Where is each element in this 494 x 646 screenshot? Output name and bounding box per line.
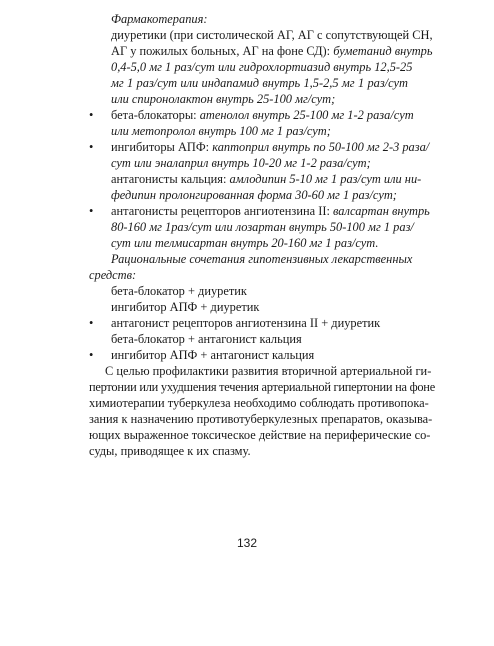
text-segment: Рациональные сочетания гипотензивных лекарственных xyxy=(111,252,413,266)
list-item-line xyxy=(111,107,414,123)
text-line xyxy=(111,219,414,235)
text-segment: бета-блокатор + диуретик xyxy=(111,284,247,298)
page-number: 132 xyxy=(236,536,258,550)
text-segment: амлодипин 5-10 мг 1 раз/сут или ни- xyxy=(229,172,422,186)
text-line xyxy=(111,91,335,107)
text-line xyxy=(111,75,408,91)
text-line xyxy=(111,123,331,139)
text-segment: буметанид внутрь xyxy=(333,44,433,58)
list-bullet: • xyxy=(89,108,94,122)
text-segment: атенолол внутрь 25-100 мг 1-2 раза/сут xyxy=(199,108,414,122)
text-segment: С целью профилактики развития вторичной артериальной ги- xyxy=(105,364,432,378)
text-line xyxy=(111,251,413,267)
text-segment: антагонисты кальция: xyxy=(111,172,230,186)
text-line xyxy=(111,59,413,75)
text-segment: суды, приводящее к их спазму. xyxy=(89,444,251,458)
list-bullet: • xyxy=(89,140,94,154)
text-segment: бета-блокатор + антагонист кальция xyxy=(111,332,302,346)
text-line xyxy=(89,267,136,283)
text-segment: химиотерапии туберкулеза необходимо соблюдать противопока- xyxy=(89,396,429,410)
text-segment: антагонист рецепторов ангиотензина II + диуретик xyxy=(111,316,381,330)
paragraph-line xyxy=(89,443,251,459)
text-segment: 0,4-5,0 мг 1 раз/сут или гидрохлортиазид внутрь 12,5-25 xyxy=(111,60,413,74)
text-segment: каптоприл внутрь по 50-100 мг 2-3 раза/ xyxy=(212,140,430,154)
text-line xyxy=(111,171,422,187)
list-item-line xyxy=(111,315,380,331)
list-bullet: • xyxy=(89,316,94,330)
text-segment: : xyxy=(326,204,333,218)
text-line xyxy=(111,155,371,171)
text-segment: ющих выраженное токсическое действие на периферические со- xyxy=(89,428,431,442)
paragraph-line xyxy=(89,411,433,427)
text-segment: зания к назначению противотуберкулезных препаратов, оказыва- xyxy=(89,412,433,426)
text-line xyxy=(111,187,397,203)
text-segment: федипин пролонгированная форма 30-60 мг 1 раз/сут; xyxy=(111,188,397,202)
text-line xyxy=(111,331,302,347)
text-segment: или метопролол внутрь 100 мг 1 раз/сут; xyxy=(111,124,331,138)
section-heading xyxy=(111,11,207,27)
text-line xyxy=(111,235,378,251)
paragraph-line xyxy=(89,427,431,443)
text-segment: пертонии или ухудшения течения артериальной гипертонии на фоне xyxy=(89,380,435,394)
list-item-line xyxy=(111,203,430,219)
text-segment: бета-блокаторы: xyxy=(111,108,200,122)
list-bullet: • xyxy=(89,348,94,362)
text-segment: валсартан внутрь xyxy=(333,204,430,218)
text-segment: II xyxy=(318,204,327,218)
text-line xyxy=(111,283,247,299)
paragraph-line xyxy=(105,363,432,379)
text-line xyxy=(111,27,433,43)
paragraph-line xyxy=(89,379,435,395)
text-segment: сут или эналаприл внутрь 10-20 мг 1-2 раза/сут; xyxy=(111,156,371,170)
text-segment: ингибитор АПФ + антагонист кальция xyxy=(111,348,315,362)
list-item-line xyxy=(111,139,430,155)
list-item-line xyxy=(111,347,314,363)
paragraph-line xyxy=(89,395,429,411)
text-segment: 80-160 мг 1раз/сут или лозартан внутрь 50-100 мг 1 раз/ xyxy=(111,220,414,234)
text-segment: мг 1 раз/сут или индапамид внутрь 1,5-2,5 мг 1 раз/сут xyxy=(111,76,408,90)
text-line xyxy=(111,43,433,59)
text-segment: Фармакотерапия: xyxy=(111,12,208,26)
text-segment: антагонисты рецепторов ангиотензина xyxy=(111,204,319,218)
list-bullet: • xyxy=(89,204,94,218)
text-segment: АГ у пожилых больных, АГ на фоне СД): xyxy=(111,44,334,58)
text-segment: ингибиторы АПФ: xyxy=(111,140,213,154)
text-segment: ингибитор АПФ + диуретик xyxy=(111,300,260,314)
text-segment: средств: xyxy=(89,268,137,282)
text-segment: диуретики (при систолической АГ, АГ с сопутствующей СН, xyxy=(111,28,433,42)
text-segment: сут или телмисартан внутрь 20-160 мг 1 раз/сут. xyxy=(111,236,379,250)
text-line xyxy=(111,299,259,315)
text-segment: или спиронолактон внутрь 25-100 мг/сут; xyxy=(111,92,336,106)
